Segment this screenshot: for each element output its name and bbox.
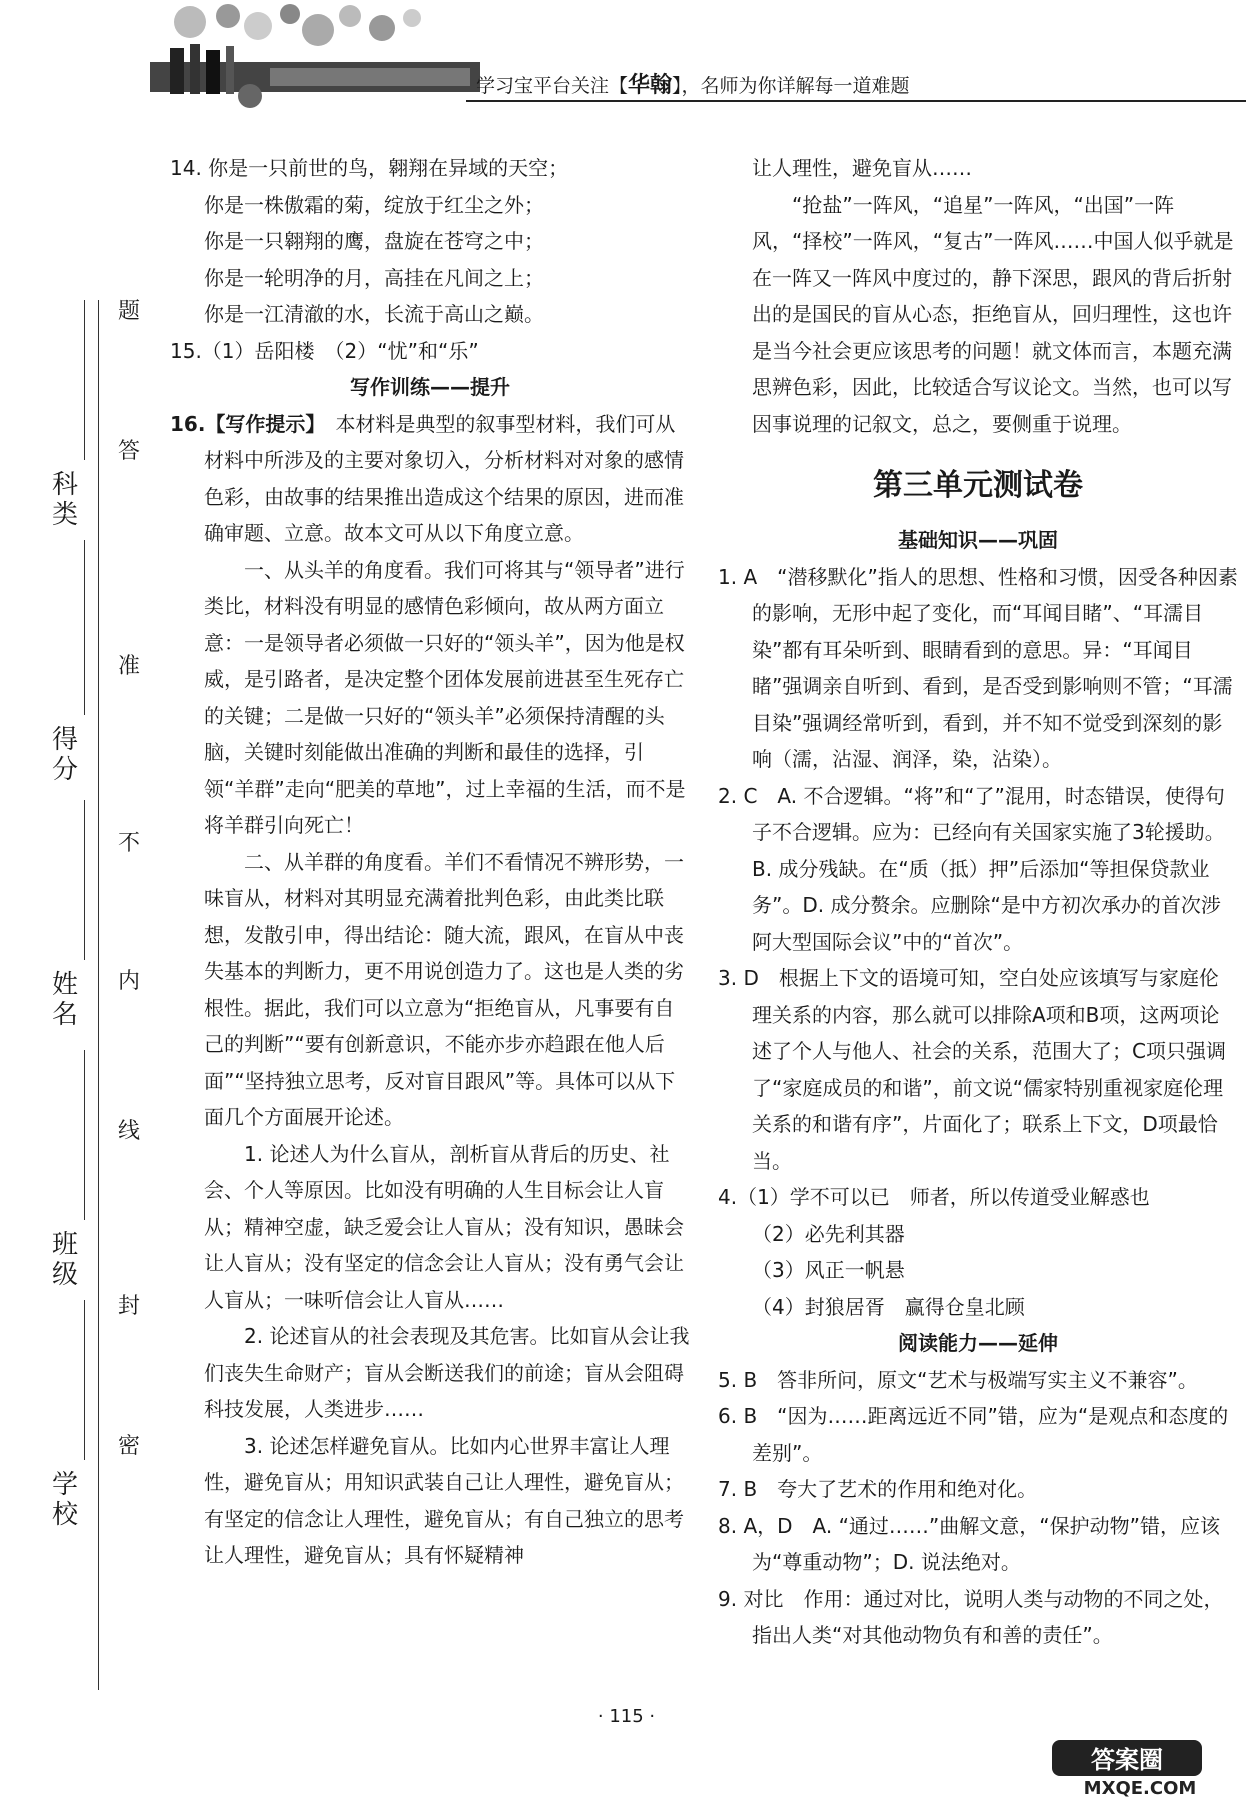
tagline-prefix: 学习宝平台关注【 (476, 75, 629, 97)
field-line-score (84, 540, 85, 715)
unit-title: 第三单元测试卷 (873, 468, 1083, 503)
field-label-subject: 科类 (52, 470, 79, 530)
right-column (718, 150, 1238, 1654)
page-number: · 115 · (597, 1706, 656, 1727)
answer-q4-line: 4.（1）学不可以已 师者，所以传道受业解惑也 (718, 1185, 1150, 1209)
field-label-name: 姓名 (52, 970, 79, 1030)
answer-q6: 6. B “因为……距离远近不同”错，应为“是观点和态度的差别”。 (718, 1404, 1229, 1465)
binding-dashed-line (98, 300, 99, 1690)
answer-q4-line: （2）必先利其器 (752, 1221, 905, 1246)
watermark-title: 答案圈 (1091, 1746, 1163, 1774)
left-column (170, 150, 690, 1574)
field-label-school: 学校 (52, 1470, 79, 1530)
q16-text: 本材料是典型的叙事型材料，我们可从材料中所涉及的主要对象切入，分析材料对对象的感情色彩，由故事的结果推出造成这个结果的原因，进而准确审题、立意。故本文可从以下角度立意。 (204, 411, 684, 545)
q16-para-flock: 二、从羊群的角度看。羊们不看情况不辨形势，一味盲从，材料对其明显充满着批判色彩，由此类比联想，发散引申，得出结论：随大流，跟风，在盲从中丧失基本的判断力，更不用说创造力了。这也是人类的劣根性。据此，我们可以立意为“拒绝盲从，凡事要有自己的判断”“要有创新意识，不能亦步亦趋跟在他人后面”“坚持独立思考，反对盲目跟风”等。具体可以从下面几个方面展开论述。 (204, 849, 684, 1129)
header-banner-logo (150, 0, 490, 120)
binding-char: 密 (118, 1434, 141, 1459)
q16-label: 16.【写作提示】 (170, 411, 316, 436)
field-line-class (84, 1050, 85, 1220)
binding-char: 封 (118, 1294, 141, 1319)
q14-line: 你是一江清澈的水，长流于高山之巅。 (204, 302, 544, 326)
answer-q3: 3. D 根据上下文的语境可知，空白处应该填写与家庭伦理关系的内容，那么就可以排除A项和B项，这两项论述了个人与他人、社会的关系，范围大了；C项只强调了“家庭成员的和谐”，前文说“儒家特别重视家庭伦理关系的和谐有序”，片面化了；联系上下文，D项最恰当。 (718, 966, 1226, 1173)
binding-char: 内 (118, 969, 141, 994)
field-label-class: 班级 (52, 1230, 79, 1290)
binding-char: 准 (118, 654, 141, 679)
binding-char: 不 (118, 831, 141, 856)
header-rule (466, 100, 1246, 102)
answer-q8: 8. A，D A. “通过……”曲解文意，“保护动物”错，应该为“尊重动物”；D. 说法绝对。 (718, 1513, 1221, 1574)
q14-line: 14. 你是一只前世的鸟，翱翔在异域的天空； (170, 156, 569, 180)
writing-section-title: 写作训练——提升 (350, 375, 510, 399)
header-tagline (476, 68, 910, 99)
q15-answer: 15.（1）岳阳楼 （2）“忧”和“乐” (170, 338, 479, 363)
binding-char: 线 (118, 1119, 141, 1144)
q16-continuation: 让人理性，避免盲从…… (752, 156, 972, 180)
tagline-brand: 华翰 (628, 73, 673, 98)
watermark-url: MXQE.COM (1083, 1778, 1197, 1798)
answer-q7: 7. B 夸大了艺术的作用和绝对化。 (718, 1477, 1038, 1501)
answer-q9: 9. 对比 作用：通过对比，说明人类与动物的不同之处，指出人类“对其他动物负有和善的责任”。 (718, 1586, 1224, 1647)
answer-q1: 1. A “潜移默化”指人的思想、性格和习惯，因受各种因素的影响，无形中起了变化，而“耳闻目睹”、“耳濡目染”都有耳朵听到、眼睛看到的意思。异：“耳闻目睹”强调亲自听到、看到，是否受到影响则不管；“耳濡目染”强调经常听到，看到，并不知不觉受到深刻的影响（濡，沾湿、润泽，染，沾染）。 (718, 564, 1238, 771)
q14-line: 你是一轮明净的月，高挂在凡间之上； (204, 265, 544, 290)
answer-q2: 2. C A. 不合逻辑。“将”和“了”混用，时态错误，使得句子不合逻辑。应为：已经向有关国家实施了3轮援助。B. 成分残缺。在“质（抵）押”后添加“等担保贷款业务”。D. 成分赘余。应删除“是中方初次承办的首次涉阿大型国际会议”中的“首次”。 (718, 783, 1225, 954)
q16-para-leader: 一、从头羊的角度看。我们可将其与“领导者”进行类比，材料没有明显的感情色彩倾向，故从两方面立意：一是领导者必须做一只好的“领头羊”，因为他是权威，是引路者，是决定整个团体发展前进甚至生死存亡的关键；二是做一只好的“领头羊”必须保持清醒的头脑，关键时刻能做出准确的判断和最佳的选择，引领“羊群”走向“肥美的草地”，过上幸福的生活，而不是将羊群引向死亡！ (204, 557, 686, 837)
watermark-stamp (1050, 1738, 1245, 1798)
q14-line: 你是一只翱翔的鹰，盘旋在苍穹之中； (204, 229, 544, 253)
answer-q4-line: （3）风正一帆悬 (752, 1258, 905, 1282)
field-line-name (84, 800, 85, 960)
q16-para-harm: 2. 论述盲从的社会表现及其危害。比如盲从会让我们丧失生命财产；盲从会断送我们的前途；盲从会阻碍科技发展，人类进步…… (204, 1324, 690, 1421)
field-line-school (84, 1300, 85, 1460)
field-line-subject (84, 300, 85, 460)
q14-line: 你是一株傲霜的菊，绽放于红尘之外； (204, 192, 544, 217)
answer-q5: 5. B 答非所问，原文“艺术与极端写实主义不兼容”。 (718, 1367, 1198, 1392)
basic-section-title: 基础知识——巩固 (898, 528, 1058, 552)
q16-para-trend: “抢盐”一阵风，“追星”一阵风，“出国”一阵风，“择校”一阵风，“复古”一阵风……中国人似乎就是在一阵又一阵风中度过的，静下深思，跟风的背后折射出的是国民的盲从心态，拒绝盲从，回归理性，这也许是当今社会更应该思考的问题！就文体而言，本题充满思辨色彩，因此，比较适合写议论文。当然，也可以写因事说理的记叙文，总之，要侧重于说理。 (752, 192, 1234, 436)
q16-para-avoid: 3. 论述怎样避免盲从。比如内心世界丰富让人理性，避免盲从；用知识武装自己让人理性，避免盲从；有坚定的信念让人理性，避免盲从；有自己独立的思考让人理性，避免盲从；具有怀疑精神 (204, 1433, 684, 1567)
q16-para-reasons: 1. 论述人为什么盲从，剖析盲从背后的历史、社会、个人等原因。比如没有明确的人生目标会让人盲从；精神空虚，缺乏爱会让人盲从；没有知识，愚昧会让人盲从；没有坚定的信念会让人盲从；没有勇气会让人盲从；一味听信会让人盲从…… (204, 1141, 684, 1312)
field-label-score: 得分 (52, 725, 79, 785)
answer-q4-line: （4）封狼居胥 赢得仓皇北顾 (752, 1294, 1025, 1319)
binding-char: 题 (118, 299, 141, 324)
reading-section-title: 阅读能力——延伸 (898, 1331, 1058, 1355)
binding-char: 答 (118, 439, 141, 464)
tagline-suffix: 】，名师为你详解每一道难题 (672, 75, 910, 97)
q16-intro (170, 406, 690, 552)
